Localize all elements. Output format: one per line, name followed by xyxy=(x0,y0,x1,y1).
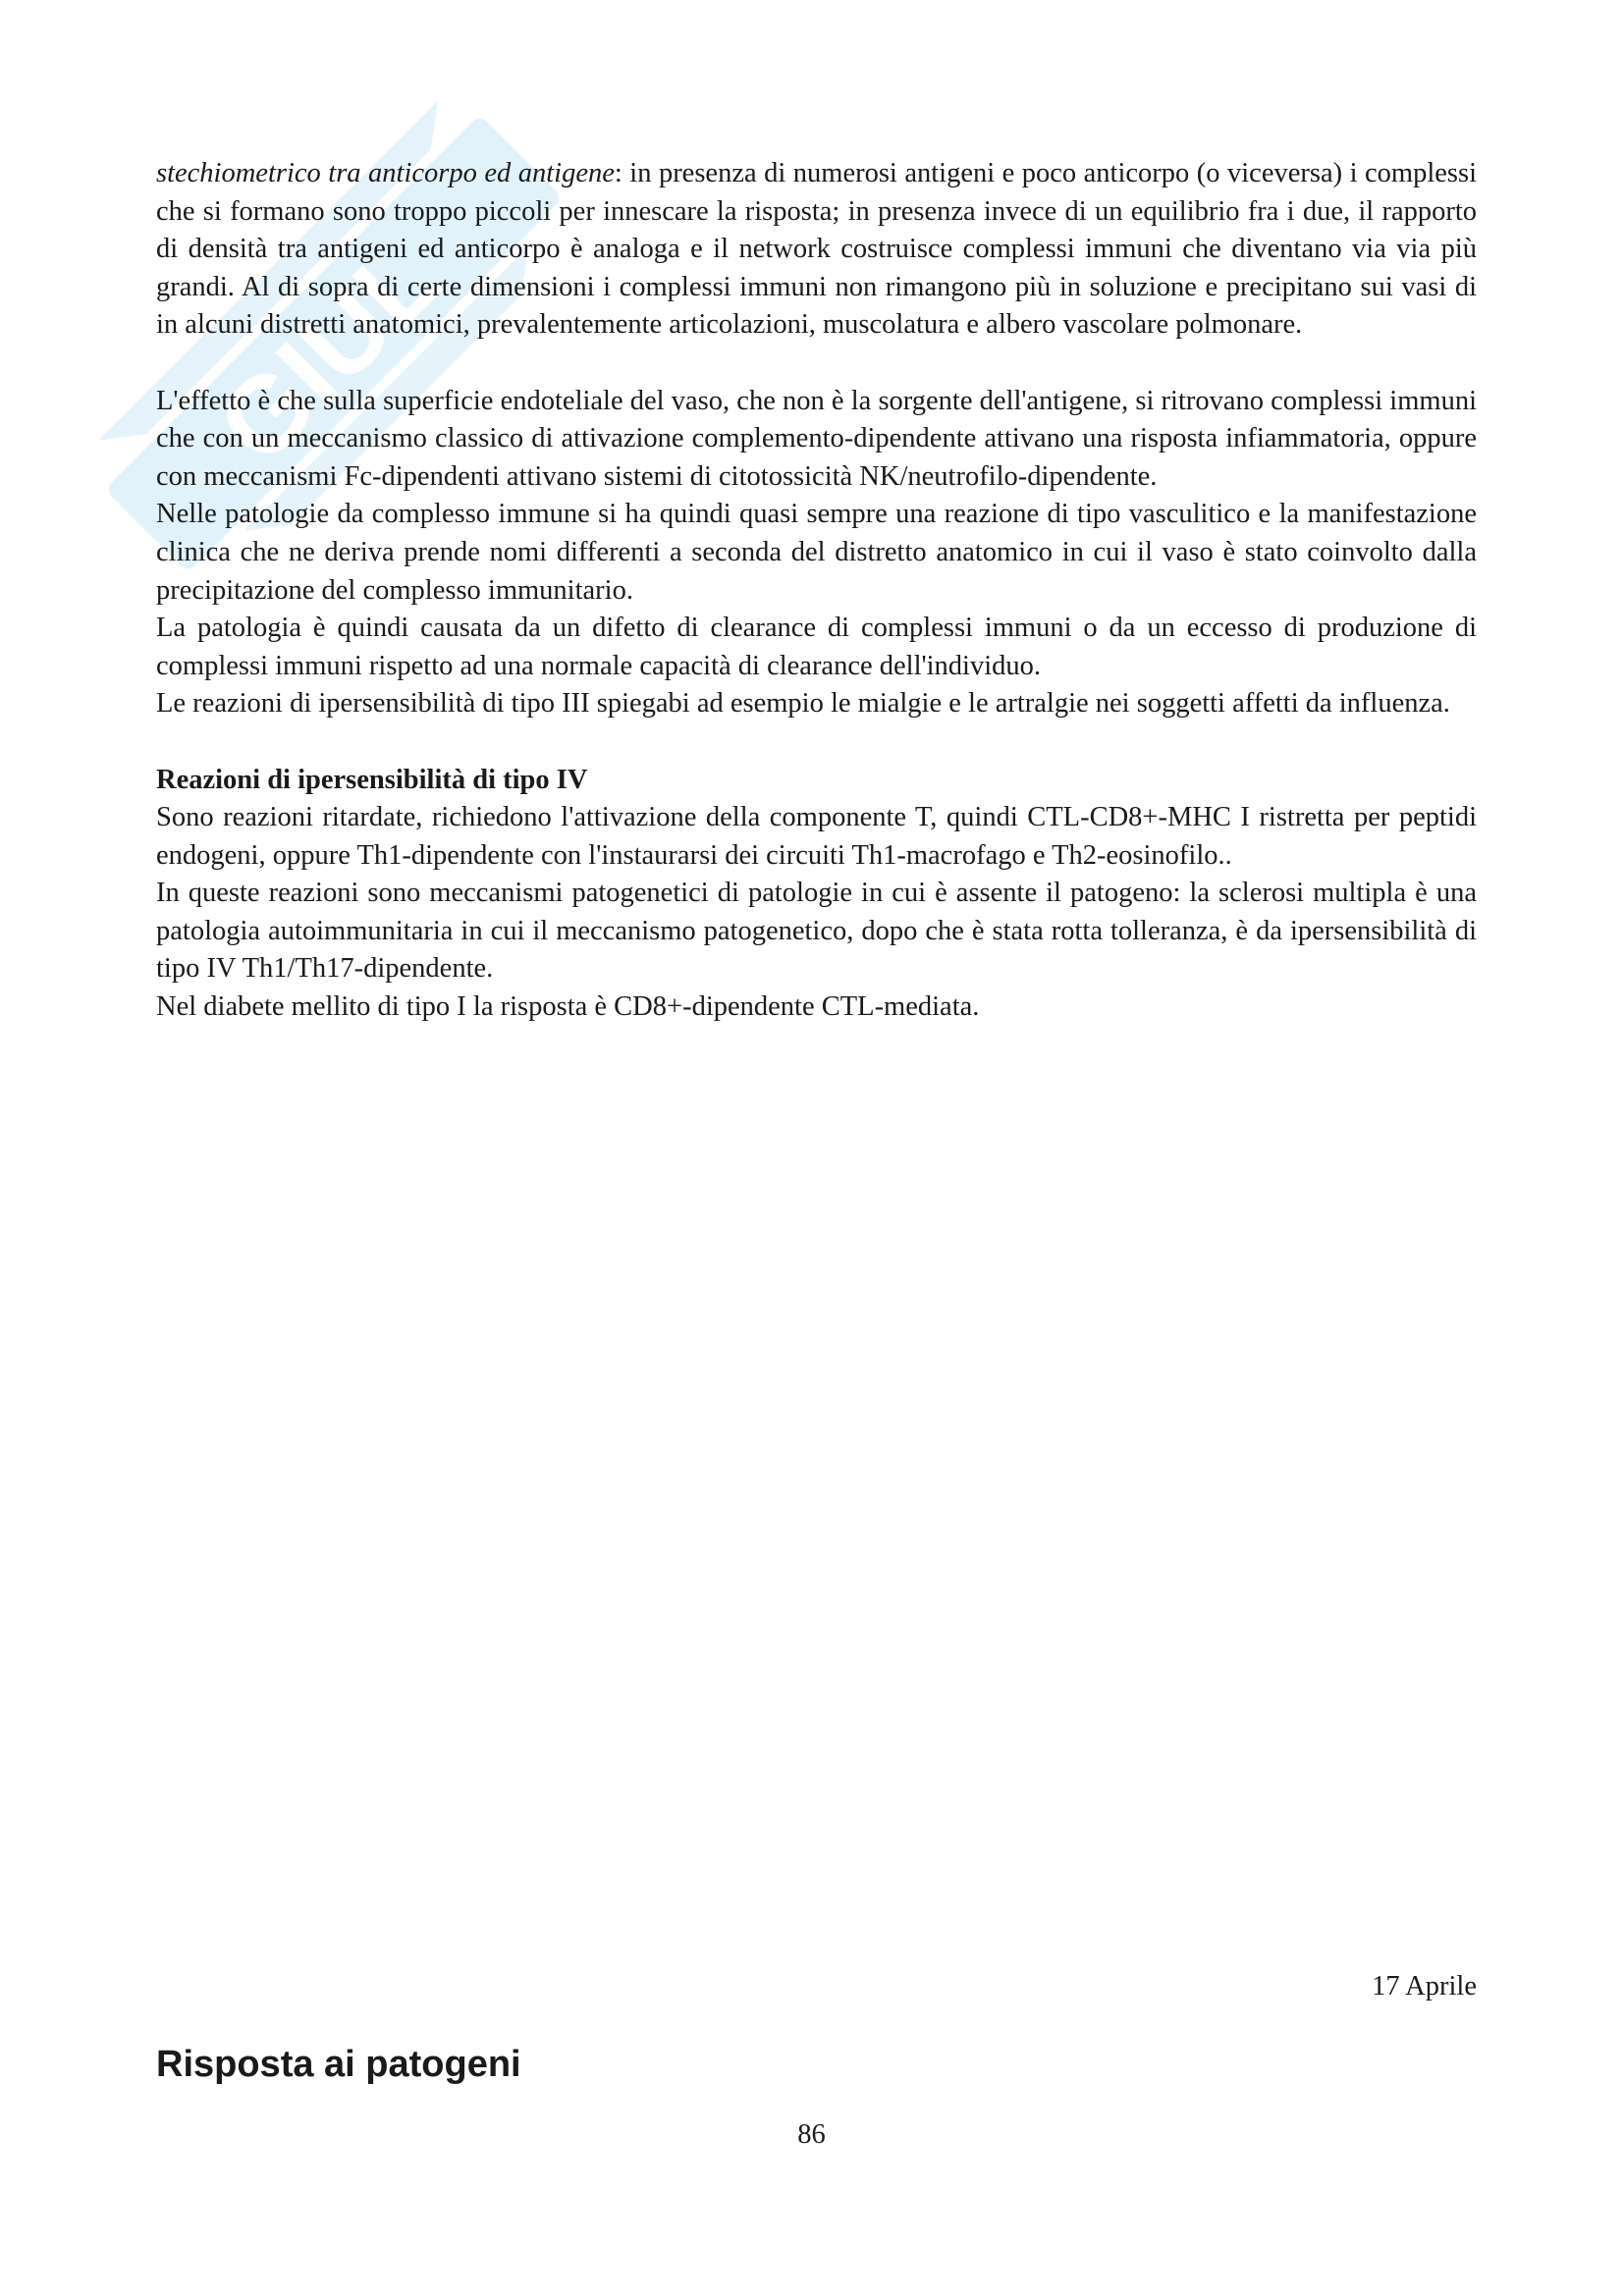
paragraph-clearance-defect: La patologia è quindi causata da un difetto di clearance di complessi immuni o da un eccesso di produzione di complessi immuni rispetto ad una normale capacità di clearance dell'individuo. xyxy=(156,613,1477,681)
section-heading-type-iv: Reazioni di ipersensibilità di tipo IV xyxy=(156,764,588,795)
paragraph-multiple-sclerosis: In queste reazioni sono meccanismi patogenetici di patologie in cui è assente il patogeno: la sclerosi multipla è una patologia autoimmunitaria in cui il meccanismo patogenetico, dopo che è stata rotta tolleranza, è da ipersensibilità di tipo IV Th1/Th17-dipendente. xyxy=(156,878,1477,985)
paragraph-vasculitic-reaction: Nelle patologie da complesso immune si ha quindi quasi sempre una reazione di tipo vasculitico e la manifestazione clinica che ne deriva prende nomi differenti a seconda del distretto anatomico in cui il vaso è stato coinvolto dalla precipitazione del complesso immunitario. xyxy=(156,499,1477,606)
watermark-letters: GIUL xyxy=(194,218,463,487)
document-body xyxy=(156,155,1477,1027)
paragraph-immune-complex-stoichiometry xyxy=(156,155,1477,345)
paragraph-endothelial-effect: L'effetto è che sulla superficie endoteliale del vaso, che non è la sorgente dell'antigene, si ritrovano complessi immuni che con un meccanismo classico di attivazione complemento-dipendente attivano una risposta infiammatoria, oppure con meccanismi Fc-dipendenti attivano sistemi di citotossicità NK/neutrofilo-dipendente. xyxy=(156,385,1477,492)
chapter-title: Risposta ai patogeni xyxy=(156,2043,521,2085)
page-number: 86 xyxy=(797,2119,826,2150)
paragraph-type-iii-influenza: Le reazioni di ipersensibilità di tipo III spiegabi ad esempio le mialgie e le artralgie nei soggetti affetti da influenza. xyxy=(156,688,1450,720)
italic-term: stechiometrico tra anticorpo ed antigene xyxy=(156,158,615,188)
paragraph-text: : in presenza di numerosi antigeni e poco anticorpo (o viceversa) i complessi che si formano sono troppo piccoli per innescare la risposta; in presenza invece di un equilibrio fra i due, il rapporto di densità tra antigeni ed anticorpo è analoga e il network costruisce complessi immuni che diventano via via più grandi. Al di sopra di certe dimensioni i complessi immuni non rimangono più in soluzione e precipitano sui vasi di in alcuni distretti anatomici, prevalentemente articolazioni, muscolatura e albero vascolare polmonare. xyxy=(156,158,1477,341)
lecture-date: 17 Aprile xyxy=(1372,1971,1477,2002)
paragraph-diabetes: Nel diabete mellito di tipo I la risposta è CD8+-dipendente CTL-mediata. xyxy=(156,991,980,1023)
paragraph-delayed-reactions: Sono reazioni ritardate, richiedono l'attivazione della componente T, quindi CTL-CD8+-MHC I ristretta per peptidi endogeni, oppure Th1-dipendente con l'instaurarsi dei circuiti Th1-macrofago e Th2-eosinofilo.. xyxy=(156,802,1477,871)
